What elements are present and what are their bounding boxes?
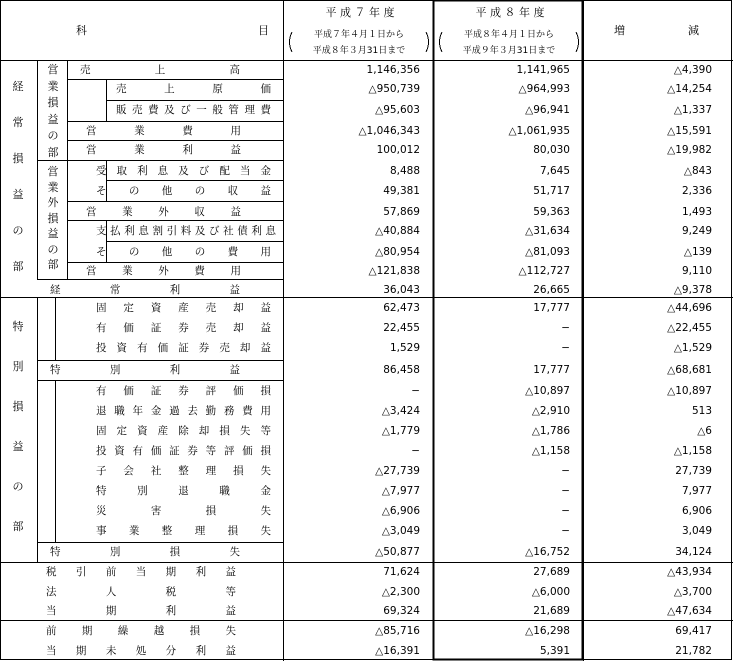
value-change: △4,390	[673, 64, 712, 76]
value-fy7: 1,529	[389, 342, 420, 354]
row-label: 有価証券売却益	[96, 322, 271, 334]
value-fy7: △6,906	[381, 505, 420, 517]
row-label: 法人税等	[46, 586, 236, 598]
value-fy7: 49,381	[383, 185, 420, 197]
value-fy7: △85,716	[375, 625, 420, 637]
value-change: 9,110	[681, 265, 712, 277]
row-label: 特別退職金	[96, 485, 271, 497]
row-label: 売上原価	[116, 83, 271, 95]
value-fy7: △121,838	[368, 265, 420, 277]
value-change: △19,982	[667, 144, 712, 156]
value-change: △843	[683, 165, 712, 177]
value-fy8: −	[561, 525, 570, 537]
value-fy8: △16,752	[525, 546, 570, 558]
value-fy8: 7,645	[539, 165, 570, 177]
value-change: 9,249	[681, 225, 712, 237]
value-fy8: △112,727	[518, 265, 570, 277]
value-fy8: 17,777	[533, 364, 570, 376]
value-fy8: △1,786	[531, 425, 570, 437]
value-change: △1,158	[673, 445, 712, 457]
row-label: 固定資産売却益	[96, 302, 271, 314]
value-fy8: −	[561, 322, 570, 334]
value-fy7: −	[411, 445, 420, 457]
header-subject-left: 科	[76, 24, 87, 37]
header-fy8-from: 平成８年４月１日から	[463, 30, 554, 40]
value-fy7: △16,391	[375, 645, 420, 657]
value-fy7: 86,458	[383, 364, 420, 376]
header-change-left: 増	[614, 24, 625, 37]
section-eigyogai-label: 営 業 外 損 益 の 部	[47, 165, 59, 271]
row-label: 受取利息及び配当金	[96, 165, 271, 177]
row-label: 特別損失	[50, 546, 240, 558]
value-change: △43,934	[667, 566, 712, 578]
value-fy7: △3,424	[381, 405, 420, 417]
value-change: 7,977	[681, 485, 712, 497]
value-fy8: △96,941	[525, 104, 570, 116]
value-fy7: △80,954	[375, 246, 420, 258]
value-fy7: △950,739	[368, 83, 420, 95]
row-label: 販売費及び一般管理費	[116, 104, 271, 116]
value-fy8: −	[561, 342, 570, 354]
value-fy8: 17,777	[533, 302, 570, 314]
value-fy7: 69,324	[383, 605, 420, 617]
value-fy8: 80,030	[533, 144, 570, 156]
value-change: △14,254	[667, 83, 712, 95]
row-label: 当期未処分利益	[46, 645, 236, 657]
value-fy7: △2,300	[381, 586, 420, 598]
row-label: 特別利益	[50, 364, 240, 376]
value-fy8: 51,717	[533, 185, 570, 197]
value-change: △1,529	[673, 342, 712, 354]
value-fy8: 59,363	[533, 206, 570, 218]
row-label: 営業外費用	[86, 265, 241, 277]
row-label: 投資有価証券売却益	[96, 342, 271, 354]
row-label: 退職年金過去勤務費用	[96, 405, 271, 417]
section-tokubetsu-label: 特 別 損 益 の 部	[12, 320, 24, 533]
value-fy7: △95,603	[375, 104, 420, 116]
value-fy8: △31,634	[525, 225, 570, 237]
value-fy7: 57,869	[383, 206, 420, 218]
row-label: 子会社整理損失	[96, 465, 271, 477]
value-fy8: 21,689	[533, 605, 570, 617]
value-fy8: −	[561, 465, 570, 477]
value-change: 513	[691, 405, 712, 417]
header-subject-right: 目	[258, 24, 269, 37]
value-fy7: 1,146,356	[366, 64, 420, 76]
row-label: 支払利息割引料及び社債利息	[96, 225, 276, 237]
value-fy7: △50,877	[375, 546, 420, 558]
row-label: 当期利益	[46, 605, 236, 617]
row-label: 事業整理損失	[96, 525, 271, 537]
value-fy7: △40,884	[375, 225, 420, 237]
value-change: △3,700	[673, 586, 712, 598]
value-fy7: △7,977	[381, 485, 420, 497]
value-fy7: △3,049	[381, 525, 420, 537]
value-change: 69,417	[675, 625, 712, 637]
value-fy7: △1,779	[381, 425, 420, 437]
value-fy8: △964,993	[518, 83, 570, 95]
header-fy8-to: 平成９年３月31日まで	[462, 46, 556, 56]
row-label: 経常利益	[50, 284, 240, 296]
value-change: 6,906	[681, 505, 712, 517]
value-change: 3,049	[681, 525, 712, 537]
header-fy7-from: 平成７年４月１日から	[313, 30, 404, 40]
row-label: 営業利益	[86, 144, 241, 156]
value-change: △15,591	[667, 125, 712, 137]
value-fy8: △6,000	[531, 586, 570, 598]
value-change: 34,124	[675, 546, 712, 558]
header-fy7-title: 平 成 ７ 年 度	[325, 6, 395, 19]
value-fy8: △2,910	[531, 405, 570, 417]
value-change: △9,378	[673, 284, 712, 296]
value-change: △22,455	[667, 322, 712, 334]
row-label: 税引前当期利益	[46, 566, 236, 578]
row-label: 災害損失	[96, 505, 271, 517]
value-fy8: 5,391	[539, 645, 570, 657]
row-label: 営業費用	[86, 125, 241, 137]
value-fy7: −	[411, 385, 420, 397]
value-fy8: −	[561, 505, 570, 517]
value-fy8: 1,141,965	[516, 64, 570, 76]
value-change: △68,681	[667, 364, 712, 376]
value-fy8: △10,897	[525, 385, 570, 397]
row-label: 売上高	[80, 64, 240, 76]
header-fy8-title: 平 成 ８ 年 度	[475, 6, 545, 19]
value-change: △10,897	[667, 385, 712, 397]
value-change: 1,493	[681, 206, 712, 218]
row-label: 営業外収益	[86, 206, 241, 218]
value-fy7: △1,046,343	[358, 125, 420, 137]
value-fy8: △1,158	[531, 445, 570, 457]
row-label: 投資有価証券等評価損	[96, 445, 271, 457]
row-label: その他の費用	[96, 246, 271, 258]
value-change: △44,696	[667, 302, 712, 314]
value-change: △47,634	[667, 605, 712, 617]
row-label: 有価証券評価損	[96, 385, 271, 397]
value-fy8: 26,665	[533, 284, 570, 296]
value-change: △139	[683, 246, 712, 258]
value-fy8: −	[561, 485, 570, 497]
value-fy8: △81,093	[525, 246, 570, 258]
header-change-right: 減	[688, 24, 699, 37]
value-change: 27,739	[675, 465, 712, 477]
value-fy7: 22,455	[383, 322, 420, 334]
value-change: 2,336	[681, 185, 712, 197]
value-change: △1,337	[673, 104, 712, 116]
value-fy7: △27,739	[375, 465, 420, 477]
value-fy8: 27,689	[533, 566, 570, 578]
value-fy7: 36,043	[383, 284, 420, 296]
section-keijo-label: 経 常 損 益 の 部	[12, 80, 24, 273]
section-eigyo-label: 営 業 損 益 の 部	[47, 63, 59, 159]
header-fy7-to: 平成８年３月31日まで	[312, 46, 406, 56]
value-fy7: 8,488	[389, 165, 420, 177]
value-fy8: △1,061,935	[508, 125, 570, 137]
value-fy7: 71,624	[383, 566, 420, 578]
row-label: その他の収益	[96, 185, 271, 197]
value-fy7: 100,012	[376, 144, 420, 156]
value-change: △6	[697, 425, 712, 437]
value-change: 21,782	[675, 645, 712, 657]
value-fy7: 62,473	[383, 302, 420, 314]
value-fy8: △16,298	[525, 625, 570, 637]
row-label: 固定資産除却損失等	[96, 425, 271, 437]
row-label: 前期繰越損失	[46, 625, 236, 637]
